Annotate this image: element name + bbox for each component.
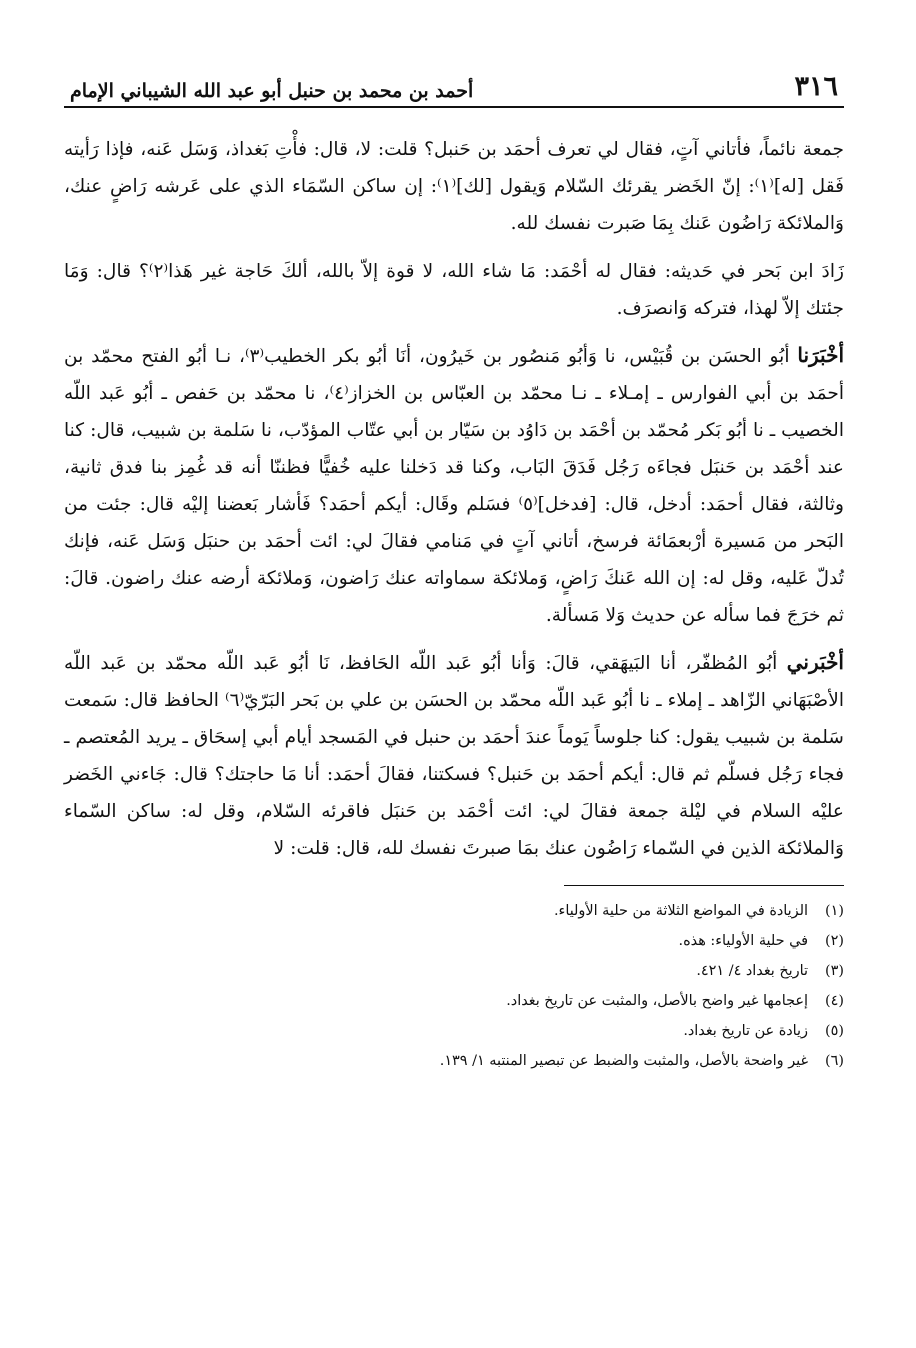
footnote-number: (٢): [825, 933, 844, 949]
footnote-number: (٤): [825, 993, 844, 1009]
running-head: [64, 60, 844, 108]
paragraph-2: [64, 252, 844, 327]
footnotes-list: [64, 896, 844, 1076]
footnote-text: الزيادة في المواضع الثلاثة من حلية الأولياء.: [553, 903, 808, 919]
footnote-1: [64, 896, 844, 926]
footnote-3: [64, 956, 844, 986]
paragraph-lead: أخْبَرني: [786, 650, 844, 674]
footnote-number: (٥): [825, 1023, 844, 1039]
paragraph-4: [64, 644, 844, 867]
footnote-6: [64, 1046, 844, 1076]
footnote-divider: [564, 885, 844, 886]
footnote-number: (٣): [825, 963, 844, 979]
paragraph-text: زَادَ ابن بَحر في حَديثه: فقال له أحْمَد: مَا شاء الله، لا قوة إلاّ بالله، ألكَ حَاجة غير هَذا⁽٢⁾؟ قال: وَمَا جئتك إلاّ لهذا، فتركه وَانصرَف.: [64, 261, 844, 319]
paragraph-3: [64, 337, 844, 634]
page-number: ٣١٦: [794, 71, 838, 102]
footnote-2: [64, 926, 844, 956]
footnote-text: إعجامها غير واضح بالأصل، والمثبت عن تاريخ بغداد.: [506, 993, 808, 1009]
body-text: [64, 130, 844, 867]
paragraph-1: [64, 130, 844, 242]
footnote-text: تاريخ بغداد ٤/ ٤٢١.: [696, 963, 808, 979]
footnote-text: في حلية الأولياء: هذه.: [678, 933, 808, 949]
paragraph-lead: أخْبَرَنا: [797, 343, 844, 367]
paragraph-text: أبُو المُظفّر، أنا البَيهَقي، قالَ: وَأنا أبُو عَبد اللّه الحَافظ، نَا أبُو عَبد اللّه محمّد بن عَبد اللّه الأصْبَهَاني الزّاهد ـ إملاء ـ نا أبُو عَبد اللّه محمّد بن الحسَن بن علي بن بَحر البَرّيّ⁽٦⁾ الحافظ قال: سَمعت سَلمة بن شبيب يقول: كنا جلوساً يَوماً عندَ أحمَد بن حنبل في المَسجد أيام أبي إسحَاق ـ يريد المُعتصم ـ فجاء رَجُل فسلّم ثم قال: أيكم أحمَد بن حَنبل؟ فسكتنا، فقالَ أحمَد: أنا مَا حاجتك؟ قال: جَاءني الخَضر عليْه السلام في ليْلة جمعة فقالَ لي: ائت أحْمَد بن حَنبَل فاقرئه السّلام، وقل له: ساكن السّماء وَالملائكة الذين في السّماء رَاضُون عنك بمَا صبرتَ نفسك لله، قال: قلت: لا: [64, 653, 844, 859]
footnote-text: غير واضحة بالأصل، والمثبت والضبط عن تبصير المنتبه ١/ ١٣٩.: [439, 1053, 808, 1069]
footnote-4: [64, 986, 844, 1016]
footnote-number: (١): [825, 903, 844, 919]
paragraph-text: جمعة نائماً، فأتاني آتٍ، فقال لي تعرف أحمَد بن حَنبل؟ قلت: لا، قال: فأْتِ بَغداذ، وَسَل عَنه، فإذا رَأيته فَقل [له]⁽١⁾: إنّ الخَضر يقرئك السّلام وَيقول [لك]⁽١⁾: إن ساكن السّمَاء الذي على عَرشه رَاضٍ عنك، وَالملائكة رَاضُون عَنك بِمَا صَبرت نفسك لله.: [64, 139, 844, 234]
running-head-title: أحمد بن محمد بن حنبل أبو عبد الله الشيباني الإمام: [70, 80, 474, 102]
footnote-5: [64, 1016, 844, 1046]
footnote-text: زيادة عن تاريخ بغداد.: [683, 1023, 808, 1039]
footnote-number: (٦): [825, 1053, 844, 1069]
paragraph-text: أبُو الحسَن بن قُبَيْس، نا وَأبُو مَنصُور بن خَيرُون، أنَا أبُو بكر الخطيب⁽٣⁾، نـا أبُو الفتح محمّد بن أحمَد بن أبي الفوارس ـ إمـلاء ـ نـا محمّد بن العبّاس بن الخزاز⁽٤⁾، نا محمّد بن حَفص ـ أبُو عَبد اللّه الخصيب ـ نا أبُو بَكر مُحمّد بن أحْمَد بن دَاوُد بن سَيّار بن أبي عتّاب المؤدّب، نا سَلمة بن شبيب، قال: كنا عند أحْمَد بن حَنبَل فجاءَه رَجُل فَدَقَ البَاب، وكنا قد دَخلنا عليه خُفيًّا فظننّا أنه قد غُمِز بنا فدق ثانية، وثالثة، فقال أحمَد: أدخل، قال: [فدخل]⁽٥⁾ فسَلم وقَال: أيكم أحمَد؟ فَأشار بَعضنا إليْه قال: جئت من البَحر من مَسيرة أرْبعمَائة فرسخ، أتاني آتٍ في مَنامي فقالَ لي: ائت أحمَد بن حنبَل وَسَل عَنه، فإنك تُدلّ عَليه، وقل له: إن الله عَنكَ رَاضٍ، وَملائكة سماواته عنك رَاضون، وَملائكة أرضه عنك راضون. قالَ: ثم خرَجَ فما سأله عن حديث وَلا مَسألة.: [64, 346, 845, 626]
